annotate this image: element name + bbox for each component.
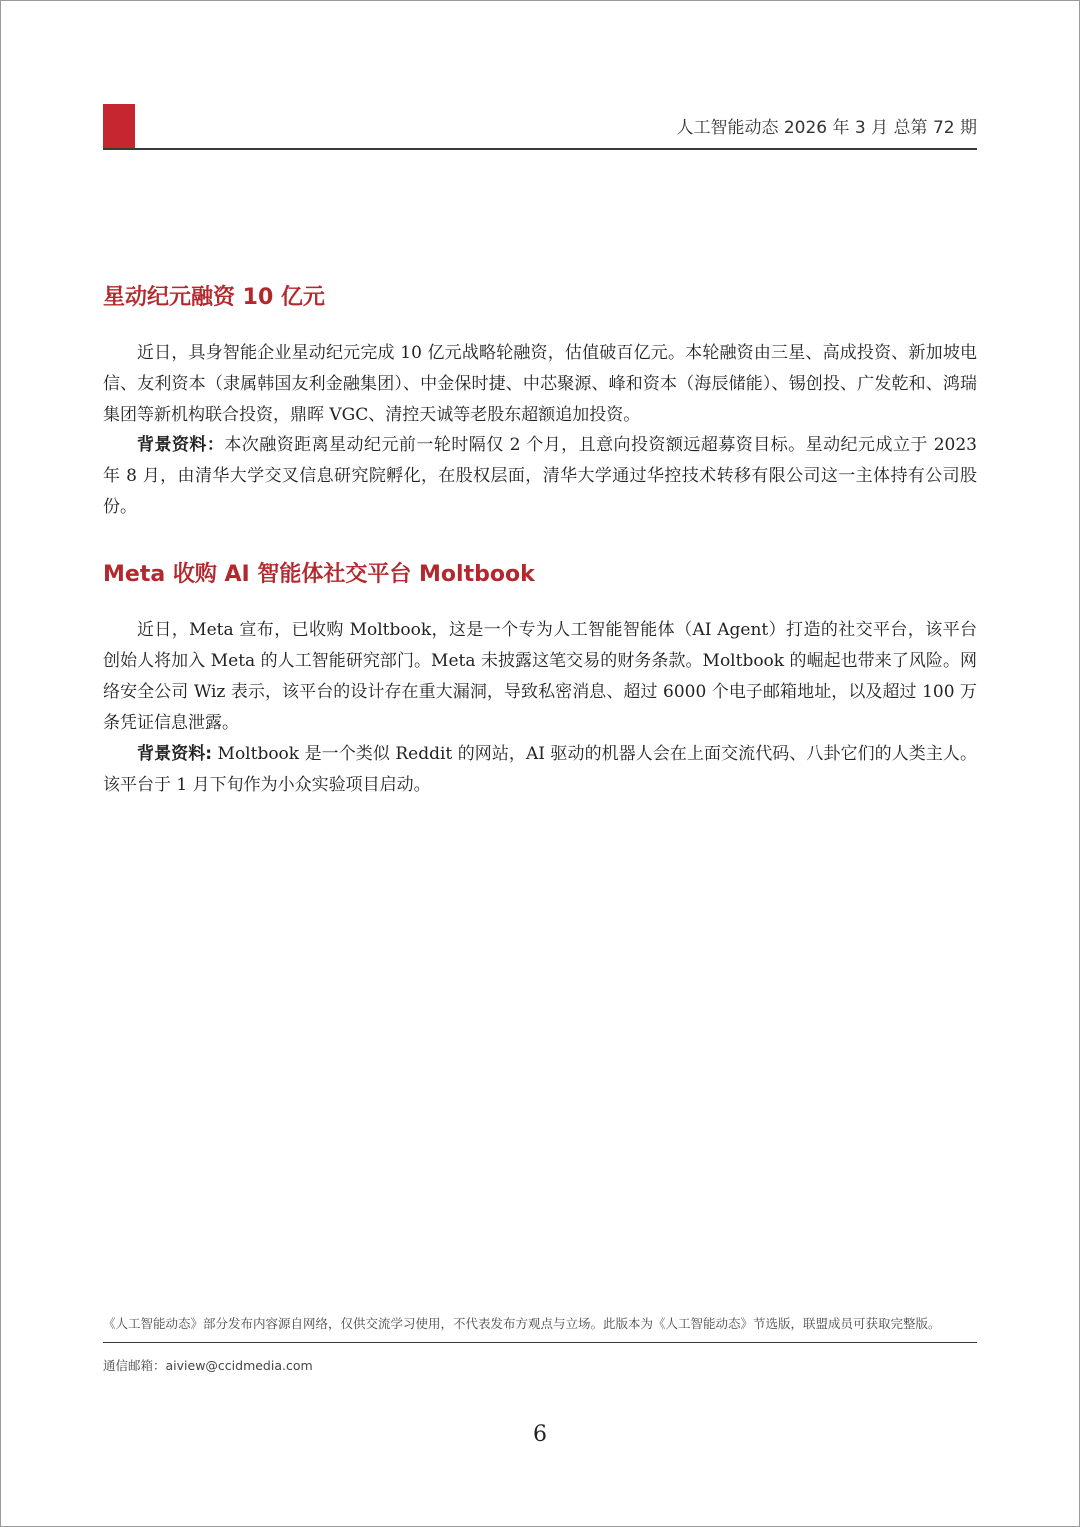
footer-disclaimer: 《人工智能动态》部分发布内容源自网络，仅供交流学习使用，不代表发布方观点与立场。此版本为《人工智能动态》节选版，联盟成员可获取完整版。: [103, 1316, 941, 1331]
footer-email: 通信邮箱：aiview@ccidmedia.com: [103, 1358, 313, 1373]
article-title-xingdong: 星动纪元融资 10 亿元: [103, 285, 325, 310]
header-rule: [103, 148, 977, 150]
background-text: 本次融资距离星动纪元前一轮时隔仅 2 个月，且意向投资额远超募资目标。星动纪元成立于 2023 年 8 月，由清华大学交叉信息研究院孵化，在股权层面，清华大学通过华控技术转移有限公司这一主体持有公司股份。: [103, 435, 977, 517]
running-header: 人工智能动态 2026 年 3 月 总第 72 期: [676, 118, 977, 138]
page-number: 6: [533, 1422, 547, 1447]
background-label: 背景资料：: [137, 435, 225, 455]
footer-rule: [103, 1342, 977, 1343]
article-title-meta: Meta 收购 AI 智能体社交平台 Moltbook: [103, 562, 535, 587]
header-red-block: [103, 104, 135, 148]
background-label: 背景资料:: [137, 744, 213, 764]
article-background-xingdong: [103, 430, 977, 523]
article-body-xingdong: 近日，具身智能企业星动纪元完成 10 亿元战略轮融资，估值破百亿元。本轮融资由三星、高成投资、新加坡电信、友利资本（隶属韩国友利金融集团）、中金保时捷、中芯聚源、峰和资本（海辰储能）、锡创投、广发乾和、鸿瑞集团等新机构联合投资，鼎晖 VGC、清控天诚等老股东超额追加投资。: [103, 343, 977, 425]
background-text: Moltbook 是一个类似 Reddit 的网站，AI 驱动的机器人会在上面交流代码、八卦它们的人类主人。该平台于 1 月下旬作为小众实验项目启动。: [103, 744, 977, 795]
article-background-meta: [103, 739, 977, 801]
article-body-meta: 近日，Meta 宣布，已收购 Moltbook，这是一个专为人工智能智能体（AI Agent）打造的社交平台，该平台创始人将加入 Meta 的人工智能研究部门。Meta 未披露这笔交易的财务条款。Moltbook 的崛起也带来了风险。网络安全公司 Wiz 表示，该平台的设计存在重大漏洞，导致私密消息、超过 6000 个电子邮箱地址，以及超过 100 万条凭证信息泄露。: [103, 620, 977, 733]
